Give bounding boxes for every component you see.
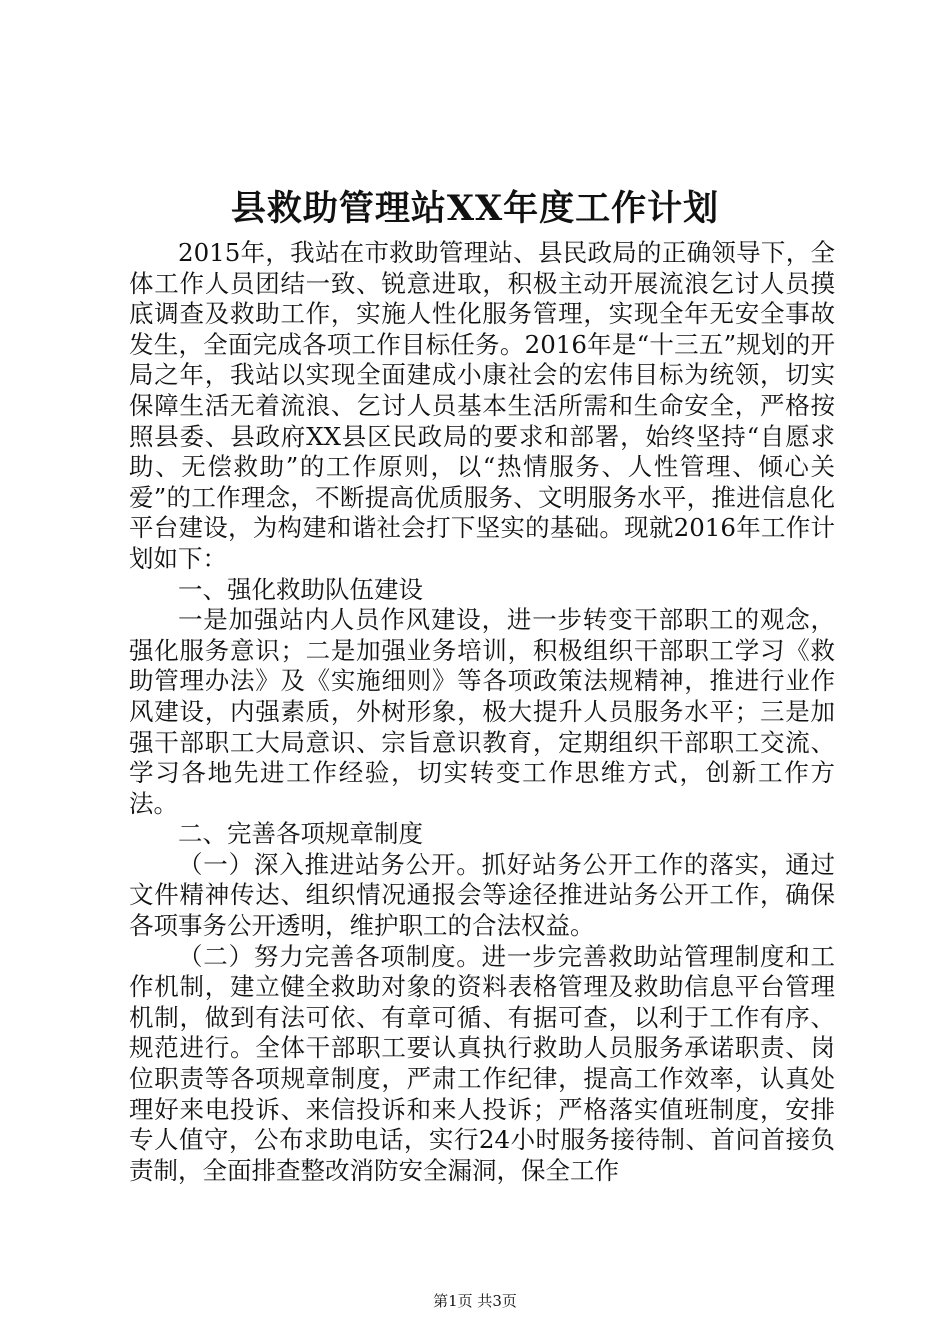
- paragraph-intro: 2015年，我站在市救助管理站、县民政局的正确领导下，全体工作人员团结一致、锐意进取，积极主动开展流浪乞讨人员摸底调查及救助工作，实施人性化服务管理，实现全年无安全事故发生，全面完成各项工作目标任务。2016年是“十三五”规划的开局之年，我站以实现全面建成小康社会的宏伟目标为统领，切实保障生活无着流浪、乞讨人员基本生活所需和生命安全，严格按照县委、县政府XX县区民政局的要求和部署，始终坚持“自愿求助、无偿救助”的工作原则，以“热情服务、人性管理、倾心关爱”的工作理念，不断提高优质服务、文明服务水平，推进信息化平台建设，为构建和谐社会打下坚实的基础。现就2016年工作计划如下：: [129, 238, 835, 573]
- section-heading-1: 一、强化救助队伍建设: [178, 574, 423, 604]
- paragraph-subsection-1: （一）深入推进站务公开。抓好站务公开工作的落实，通过文件精神传达、组织情况通报会等途径推进站务公开工作，确保各项事务公开透明，维护职工的合法权益。: [129, 849, 835, 941]
- document-body: [129, 238, 835, 1186]
- page-footer: 第1页 共3页: [433, 1292, 517, 1310]
- document-title: 县救助管理站XX年度工作计划: [230, 188, 720, 229]
- paragraph-subsection-2: （二）努力完善各项制度。进一步完善救助站管理制度和工作机制，建立健全救助对象的资料表格管理及救助信息平台管理机制，做到有法可依、有章可循、有据可查，以利于工作有序、规范进行。全体干部职工要认真执行救助人员服务承诺职责、岗位职责等各项规章制度，严肃工作纪律，提高工作效率，认真处理好来电投诉、来信投诉和来人投诉；严格落实值班制度，安排专人值守，公布求助电话，实行24小时服务接待制、首问首接负责制，全面排查整改消防安全漏洞，保全工作: [129, 941, 835, 1185]
- paragraph-section-1: 一是加强站内人员作风建设，进一步转变干部职工的观念，强化服务意识；二是加强业务培训，积极组织干部职工学习《救助管理办法》及《实施细则》等各项政策法规精神，推进行业作风建设，内强素质，外树形象，极大提升人员服务水平；三是加强干部职工大局意识、宗旨意识教育，定期组织干部职工交流、学习各地先进工作经验，切实转变工作思维方式，创新工作方法。: [129, 605, 835, 818]
- section-heading-2: 二、完善各项规章制度: [178, 819, 423, 849]
